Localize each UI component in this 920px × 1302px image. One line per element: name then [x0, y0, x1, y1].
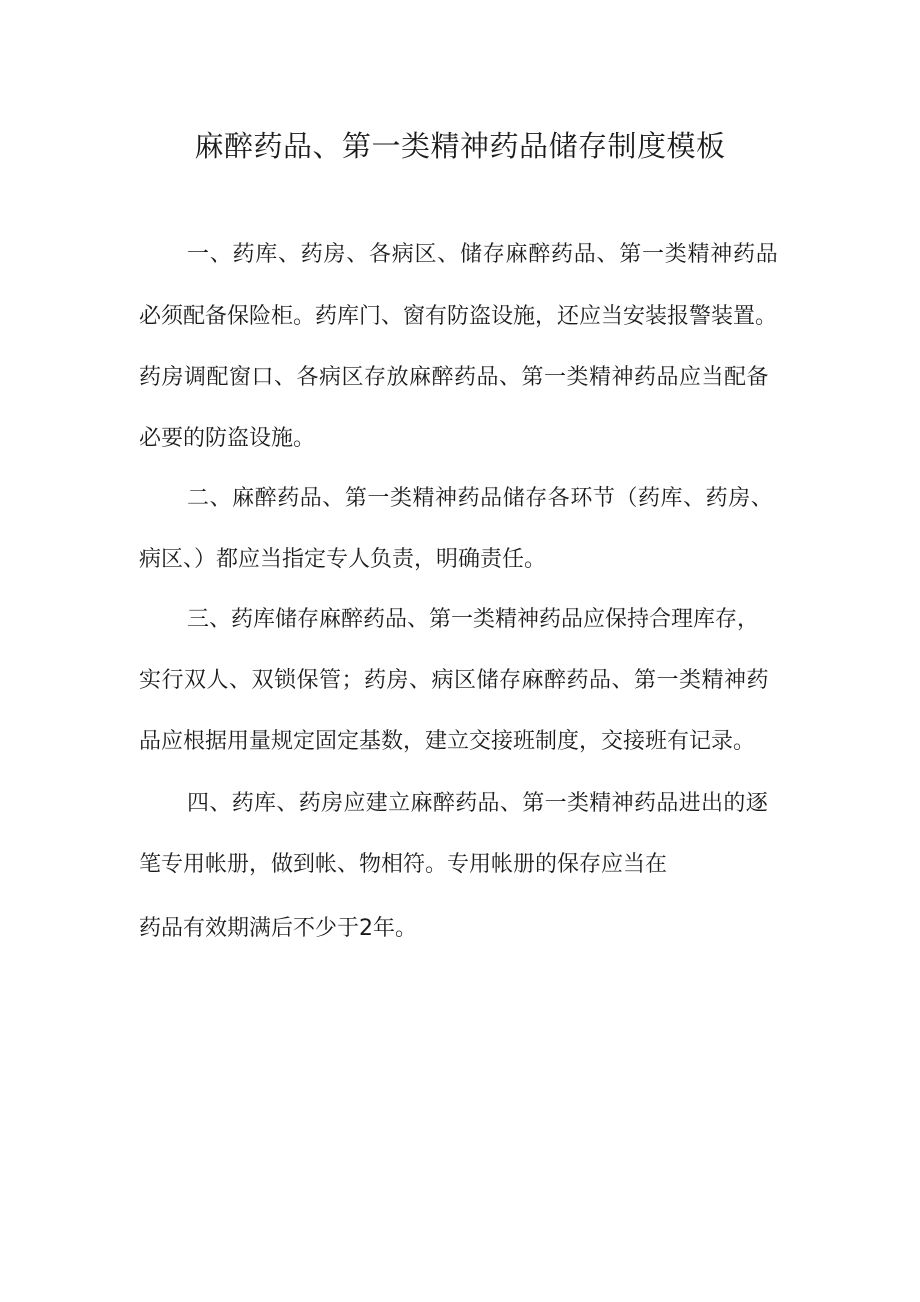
- paragraph-4-line-2: 笔专用帐册，做到帐、物相符。专用帐册的保存应当在: [139, 852, 668, 877]
- paragraph-3-line-2: 实行双人、双锁保管；药房、病区储存麻醉药品、第一类精神药: [139, 668, 770, 693]
- paragraph-3-line-1: 三、药库储存麻醉药品、第一类精神药品应保持合理库存，: [187, 607, 760, 632]
- paragraph-1-line-2: 必须配备保险柜。药库门、窗有防盗设施，还应当安装报警装置。: [139, 304, 778, 329]
- paragraph-4-line-1: 四、药库、药房应建立麻醉药品、第一类精神药品进出的逐: [187, 791, 769, 816]
- paragraph-1-line-4: 必要的防盗设施。: [139, 426, 316, 451]
- paragraph-4-line-3: 药品有效期满后不少于2年。: [139, 916, 417, 941]
- paragraph-1-line-3: 药房调配窗口、各病区存放麻醉药品、第一类精神药品应当配备: [139, 365, 770, 390]
- paragraph-3-line-3: 品应根据用量规定固定基数，建立交接班制度，交接班有记录。: [139, 729, 756, 754]
- paragraph-2-line-1: 二、麻醉药品、第一类精神药品储存各环节（药库、药房、: [187, 486, 774, 511]
- document-title: 麻醉药品、第一类精神药品储存制度模板: [194, 129, 726, 163]
- paragraph-1-line-1: 一、药库、药房、各病区、储存麻醉药品、第一类精神药品: [187, 242, 779, 267]
- paragraph-2-line-2: 病区、）都应当指定专人负责，明确责任。: [139, 547, 547, 572]
